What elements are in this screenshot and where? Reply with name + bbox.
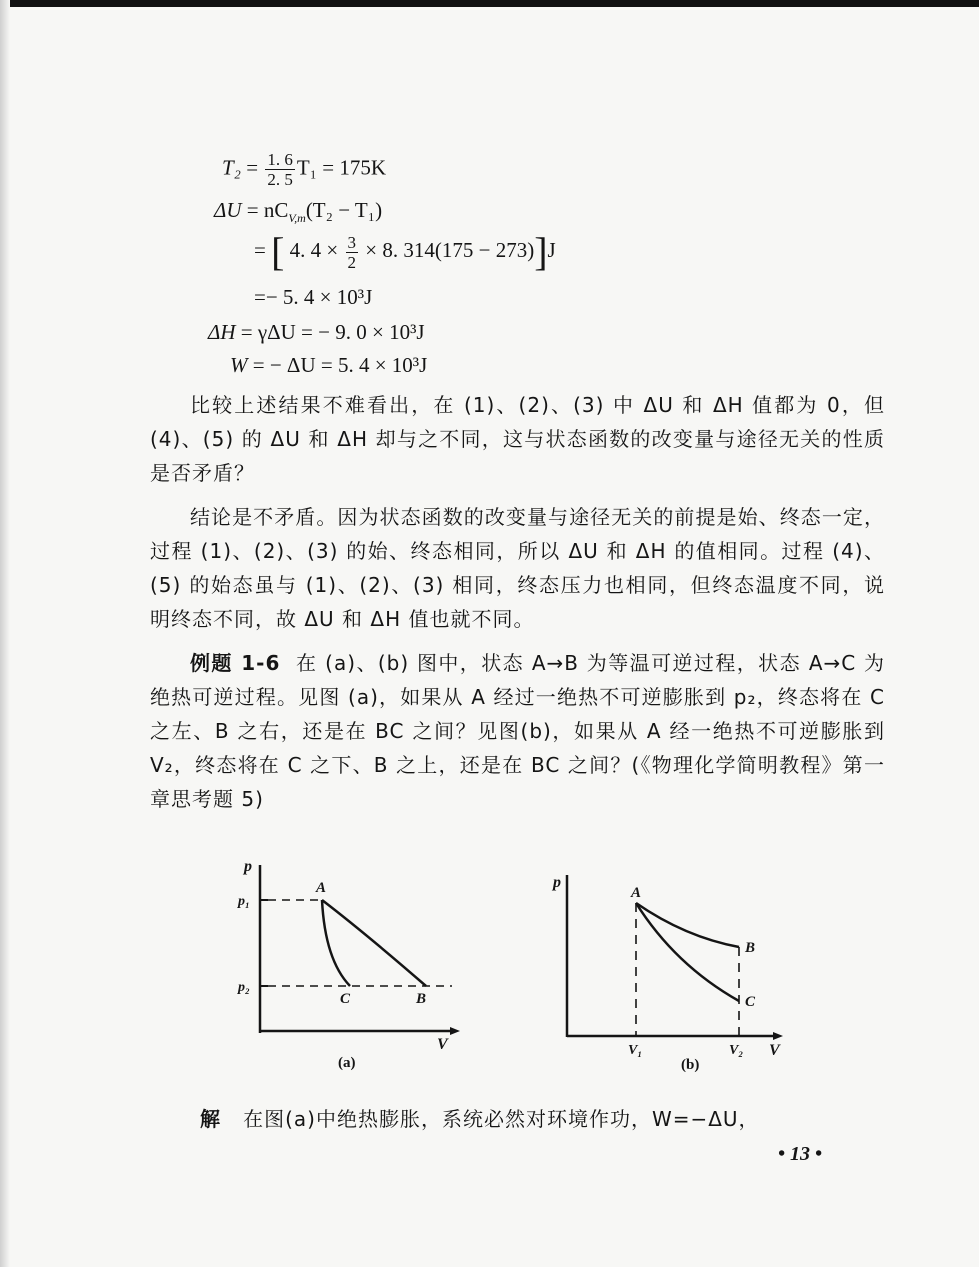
fraction [265, 150, 295, 189]
label-b: B [745, 940, 756, 956]
eq-tail: (T₂ − T₁) [305, 198, 383, 222]
label-y: p [244, 858, 252, 875]
label-c: C [745, 994, 756, 1010]
example-text: 在 (a)、(b) 图中，状态 A→B 为等温可逆过程，状态 A→C 为绝热可逆过程。见图 (a)，如果从 A 经过一绝热不可逆膨胀到 p₂，终态将在 C 之左、B 之右，还是在 BC 之间？见图(b)，如果从 A 经一绝热不可逆膨胀到 V₂，终态将在 C 之下、B 之上，还是在 BC 之间？(《物理化学简明教程》第一章思考题 5) [150, 651, 886, 811]
paragraph-conclusion: 结论是不矛盾。因为状态函数的改变量与途径无关的前提是始、终态一定，过程 (1)、(2)、(3) 的始、终态相同，所以 ΔU 和 ΔH 的值相同。过程 (4)、(5) 的始态虽与 (1)、(2)、(3) 相同，终态压力也相同，但终态温度不同，说明终态不同，故 ΔU 和 ΔH 值也就不同。 [150, 505, 885, 631]
solution-label: 解 [200, 1107, 221, 1131]
equation-delta-u-numeric [254, 229, 556, 274]
page-number: • 13 • [778, 1143, 823, 1165]
label-x: V [769, 1042, 780, 1059]
equation-work [230, 353, 427, 378]
body-text [150, 388, 885, 816]
paragraph-example [150, 646, 885, 816]
label-v1: V₁ [628, 1043, 643, 1058]
curve-adiabatic-ac [636, 903, 739, 1001]
equation-delta-h [208, 320, 425, 345]
eq-part-a: 4. 4 × [289, 237, 339, 262]
label-a: A [631, 885, 642, 901]
eq-lhs: ΔH [208, 320, 236, 344]
bracket-left: [ [271, 229, 285, 274]
fraction [346, 233, 359, 272]
eq-rhs: = nC [246, 198, 289, 222]
eq-lhs: W [230, 353, 248, 377]
x-axis-arrow [773, 1032, 783, 1040]
curve-isothermal-ab [322, 900, 426, 986]
solution-text: 在图(a)中绝热膨胀，系统必然对环境作功，W=−ΔU， [243, 1107, 760, 1131]
eq-lhs: T₂ [222, 155, 241, 180]
label-p2: p₂ [238, 980, 250, 995]
figure-b [545, 865, 795, 1069]
figure-a [230, 855, 470, 1059]
equation-t2: T₂ = $\frac{1. 6}{2. 5}$ T₁ = 175K [222, 150, 386, 189]
caption-b: (b) [681, 1057, 700, 1073]
eq-lhs: ΔU [214, 198, 242, 222]
label-a: A [316, 880, 327, 896]
equation-delta-u-result: =− 5. 4 × 10³J [254, 285, 373, 309]
fraction-numerator: 1. 6 [267, 150, 293, 169]
fraction-denominator: 2. 5 [267, 170, 293, 189]
label-p1: p₁ [238, 894, 250, 909]
fraction-numerator: 3 [347, 232, 357, 252]
caption-a: (a) [338, 1055, 356, 1071]
eq-rhs: = γΔU = − 9. 0 × 10³J [240, 320, 425, 344]
solution-line [200, 1103, 760, 1132]
equation-delta-u [214, 198, 382, 226]
bracket-right: ] [534, 229, 548, 274]
label-b: B [416, 991, 427, 1007]
eq-equals: = [254, 237, 266, 262]
scan-left-shadow [0, 0, 10, 1267]
eq-subscript: V,m [288, 211, 306, 226]
label-v2: V₂ [729, 1043, 744, 1058]
label-c: C [340, 991, 351, 1007]
label-y: p [553, 874, 561, 891]
scan-top-border [0, 0, 979, 7]
fraction-denominator: 2 [347, 252, 357, 272]
figure-a-plot [230, 855, 470, 1055]
x-axis-arrow [450, 1027, 460, 1035]
label-x: V [437, 1036, 448, 1053]
eq-part-b: × 8. 314(175 − 273) [365, 237, 535, 262]
curve-adiabatic-ac [322, 900, 350, 986]
eq-rest: T₁ = 175K [296, 155, 386, 180]
paragraph-comparison: 比较上述结果不难看出，在 (1)、(2)、(3) 中 ΔU 和 ΔH 值都为 0，但 (4)、(5) 的 ΔU 和 ΔH 却与之不同，这与状态函数的改变量与途径无关的性质是否矛盾？ [150, 393, 885, 485]
eq-unit: J [547, 237, 556, 262]
eq-rhs: = − ΔU = 5. 4 × 10³J [252, 353, 428, 377]
figure-b-plot [545, 865, 795, 1065]
example-label: 例题 1-6 [190, 651, 281, 675]
